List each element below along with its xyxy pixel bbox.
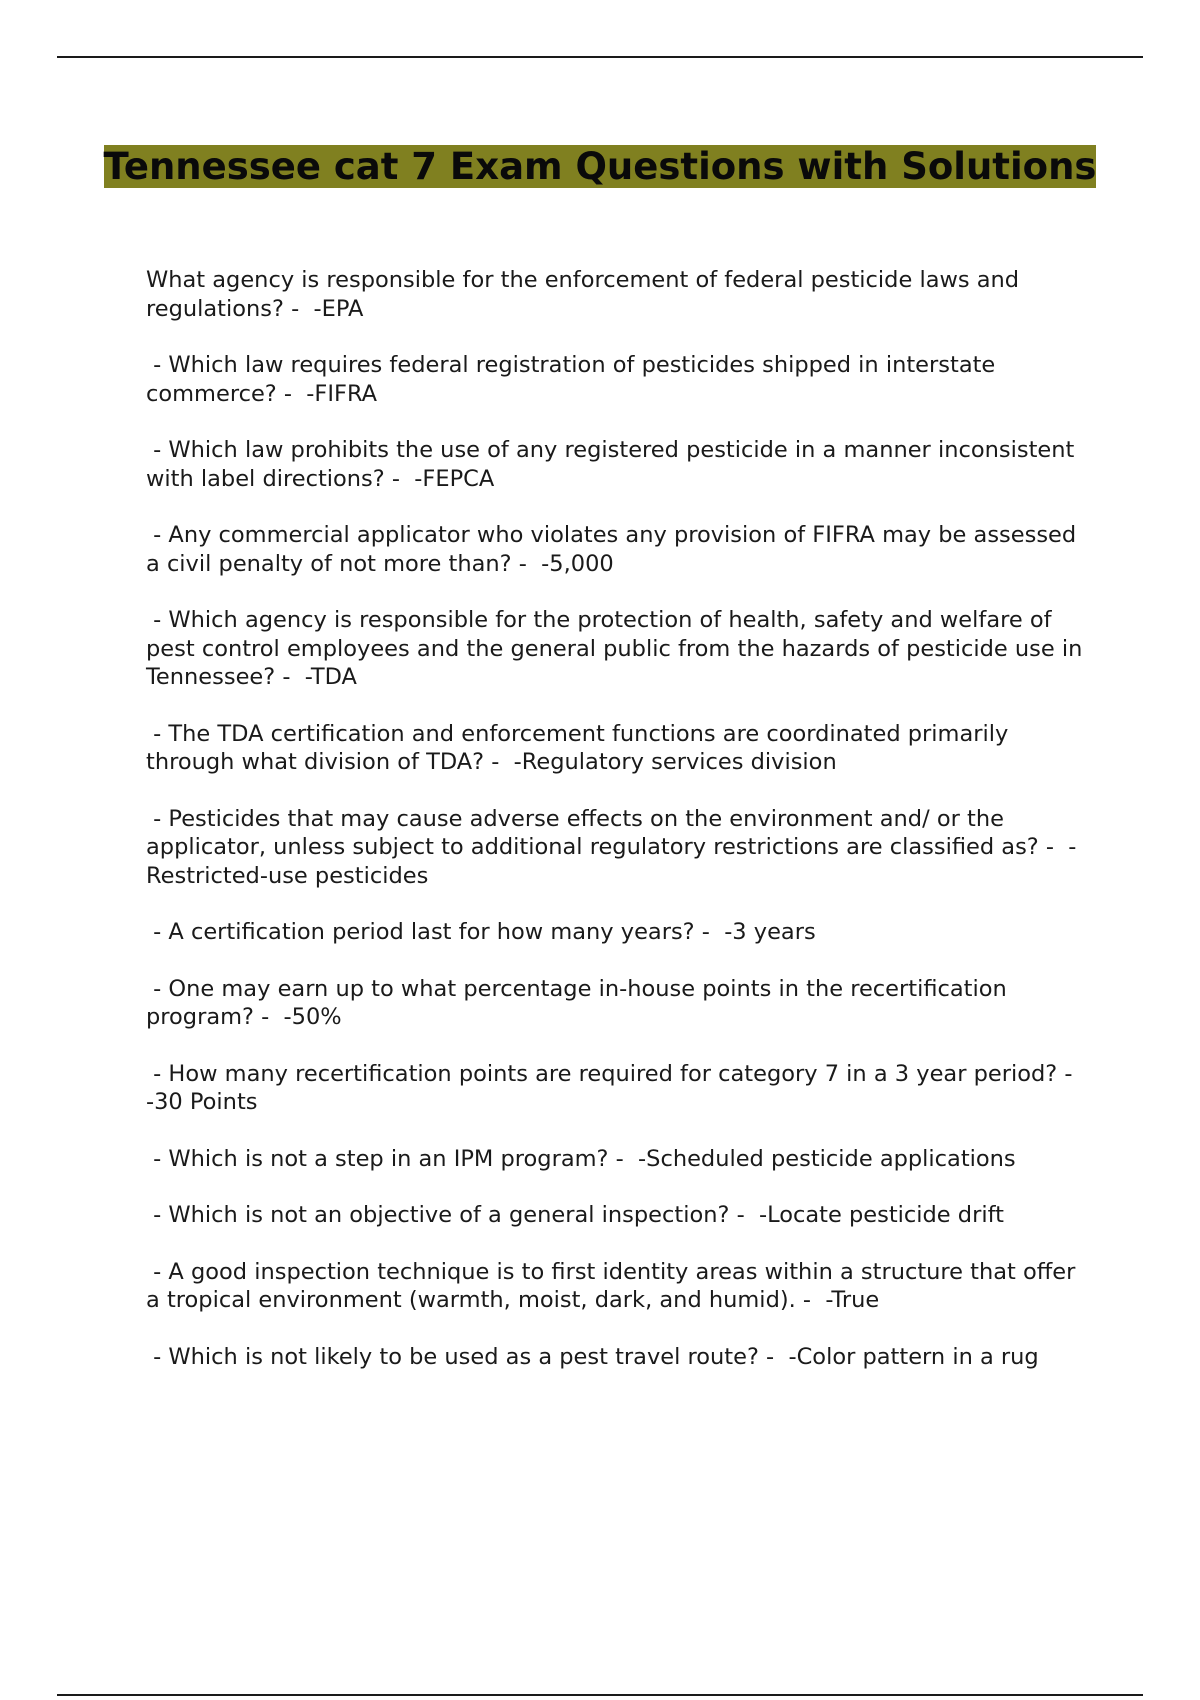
qa-item: What agency is responsible for the enforcement of federal pesticide laws and regulations? - -EPA <box>146 267 1027 322</box>
qa-item: - A good inspection technique is to first identity areas within a structure that offer a tropical environment (warmth, moist, dark, and humid). - -True <box>146 1258 1083 1313</box>
qa-item: - Which law requires federal registration of pesticides shipped in interstate commerce? - -FIFRA <box>146 352 1003 407</box>
qa-item: - A certification period last for how many years? - -3 years <box>146 919 816 945</box>
qa-item: - Which is not a step in an IPM program? - -Scheduled pesticide applications <box>146 1145 1016 1172</box>
document-title: Tennessee cat 7 Exam Questions with Solutions <box>103 145 1097 188</box>
qa-item: - Which law prohibits the use of any registered pesticide in a manner inconsistent with label directions? - -FEPCA <box>146 437 1082 492</box>
title-block <box>0 144 1200 190</box>
qa-list <box>146 266 1091 1399</box>
qa-item: - One may earn up to what percentage in-house points in the recertification program? - -50% <box>146 975 1014 1030</box>
qa-item: - The TDA certification and enforcement functions are coordinated primarily through what division of TDA? - -Regulatory services division <box>146 720 1016 775</box>
qa-item: - Pesticides that may cause adverse effects on the environment and/ or the applicator, unless subject to additional regulatory restrictions are classified as? - -Restricted-use pesticides <box>146 805 1077 889</box>
qa-item: - How many recertification points are required for category 7 in a 3 year period? - -30 Points <box>146 1060 1087 1115</box>
qa-item: - Which is not likely to be used as a pest travel route? - -Color pattern in a rug <box>146 1343 1039 1370</box>
qa-item: - Which is not an objective of a general inspection? - -Locate pesticide drift <box>146 1202 1004 1228</box>
bottom-rule <box>57 1694 1143 1696</box>
qa-item: - Which agency is responsible for the protection of health, safety and welfare of pest control employees and the general public from the hazards of pesticide use in Tennessee? - -TDA <box>146 607 1090 690</box>
top-rule <box>57 56 1143 58</box>
qa-item: - Any commercial applicator who violates any provision of FIFRA may be assessed a civil penalty of not more than? - -5,000 <box>146 522 1084 577</box>
